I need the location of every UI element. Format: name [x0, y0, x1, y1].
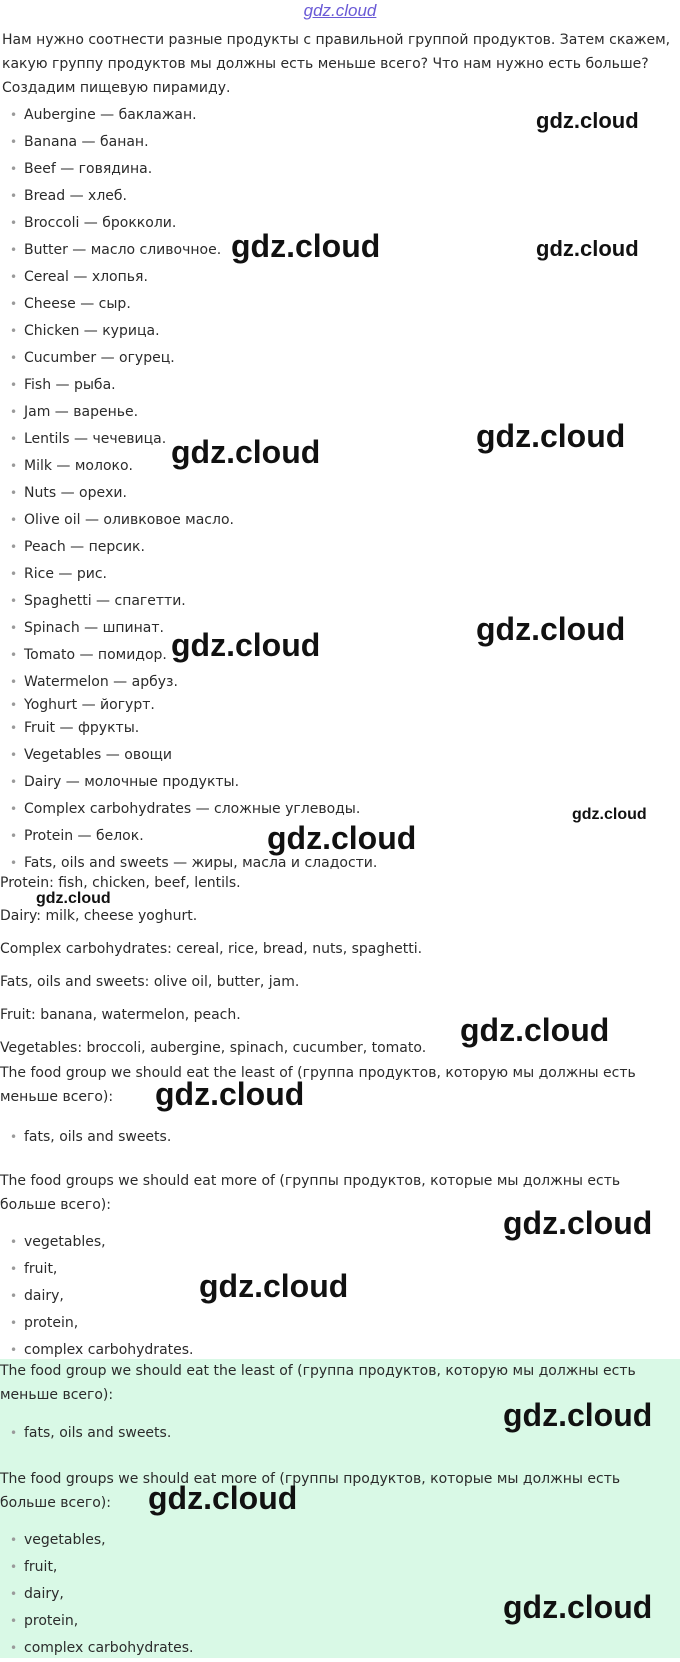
list-item: • Milk — молоко.	[0, 453, 377, 480]
watermark: gdz.cloud	[460, 1012, 610, 1048]
group-fats: Fats, oils and sweets: olive oil, butter, jam.	[0, 974, 300, 990]
list-item: • Spinach — шпинат.	[0, 615, 377, 642]
watermark: gdz.cloud	[267, 820, 417, 856]
watermark: gdz.cloud	[231, 228, 381, 264]
watermark: gdz.cloud	[503, 1205, 653, 1241]
list-item: • Spaghetti — спагетти.	[0, 588, 377, 615]
site-logo[interactable]: gdz.cloud	[303, 1, 377, 20]
watermark: gdz.cloud	[476, 611, 626, 647]
highlight-least-heading: The food group we should eat the least of (группа продуктов, которую мы должны есть меньше всего):	[0, 1363, 636, 1403]
watermark: gdz.cloud	[503, 1589, 653, 1625]
list-item: • fruit,	[0, 1256, 194, 1283]
list-item: • Aubergine — баклажан.	[0, 102, 377, 129]
group-carbohydrates: Complex carbohydrates: cereal, rice, bread, nuts, spaghetti.	[0, 941, 423, 957]
answer-least-heading: The food group we should eat the least of (группа продуктов, которую мы должны есть меньше всего):	[0, 1065, 636, 1105]
list-item: • Cheese — сыр.	[0, 291, 377, 318]
list-item: • Banana — банан.	[0, 129, 377, 156]
list-item: • fats, oils and sweets.	[0, 1420, 171, 1447]
watermark: gdz.cloud	[148, 1480, 298, 1516]
group-protein: Protein: fish, chicken, beef, lentils.	[0, 875, 241, 891]
watermark: gdz.cloud	[476, 418, 626, 454]
list-item: • fruit,	[0, 1554, 194, 1581]
group-dairy: Dairy: milk, cheese yoghurt.	[0, 908, 198, 924]
watermark: gdz.cloud	[536, 236, 639, 261]
highlight-more-heading: The food groups we should eat more of (группы продуктов, которые мы должны есть больше всего):	[0, 1471, 621, 1511]
list-item: • Watermelon — арбуз.	[0, 669, 377, 696]
list-item: • Fats, oils and sweets — жиры, масла и сладости.	[0, 850, 377, 877]
highlight-least-list	[0, 1420, 171, 1447]
list-item: • complex carbohydrates.	[0, 1337, 194, 1364]
answer-least-list	[0, 1124, 171, 1151]
list-item: • Butter — масло сливочное.	[0, 237, 377, 264]
list-item: • protein,	[0, 1608, 194, 1635]
list-item: • Olive oil — оливковое масло.	[0, 507, 377, 534]
list-item: • Nuts — орехи.	[0, 480, 377, 507]
watermark: gdz.cloud	[36, 890, 111, 907]
answer-more-list	[0, 1229, 194, 1364]
watermark: gdz.cloud	[199, 1268, 349, 1304]
answer-more-heading: The food groups we should eat more of (группы продуктов, которые мы должны есть больше всего):	[0, 1173, 621, 1213]
list-item: • Tomato — помидор.	[0, 642, 377, 669]
list-item: • Beef — говядина.	[0, 156, 377, 183]
list-item: • Peach — персик.	[0, 534, 377, 561]
list-item: • Vegetables — овощи	[0, 742, 377, 769]
list-item: • Lentils — чечевица.	[0, 426, 377, 453]
list-item: • Cereal — хлопья.	[0, 264, 377, 291]
list-item: • dairy,	[0, 1581, 194, 1608]
watermark: gdz.cloud	[155, 1076, 305, 1112]
watermark: gdz.cloud	[171, 434, 321, 470]
list-item: • fats, oils and sweets.	[0, 1124, 171, 1151]
list-item: • vegetables,	[0, 1229, 194, 1256]
list-item: • Protein — белок.	[0, 823, 377, 850]
watermark: gdz.cloud	[503, 1397, 653, 1433]
list-item: • Complex carbohydrates — сложные углеводы.	[0, 796, 377, 823]
list-item: • Rice — рис.	[0, 561, 377, 588]
list-item: • Dairy — молочные продукты.	[0, 769, 377, 796]
group-vegetables: Vegetables: broccoli, aubergine, spinach, cucumber, tomato.	[0, 1040, 427, 1056]
list-item: • Fruit — фрукты.	[0, 715, 377, 742]
list-item: • dairy,	[0, 1283, 194, 1310]
list-item: • Cucumber — огурец.	[0, 345, 377, 372]
highlight-more-list	[0, 1527, 194, 1662]
vocabulary-list	[0, 102, 377, 877]
group-fruit: Fruit: banana, watermelon, peach.	[0, 1007, 241, 1023]
list-item: • Fish — рыба.	[0, 372, 377, 399]
watermark: gdz.cloud	[171, 627, 321, 663]
list-item: • Chicken — курица.	[0, 318, 377, 345]
list-item: • Bread — хлеб.	[0, 183, 377, 210]
list-item: • Jam — варенье.	[0, 399, 377, 426]
list-item: • Broccoli — брокколи.	[0, 210, 377, 237]
watermark: gdz.cloud	[572, 806, 647, 823]
list-item: • Yoghurt — йогурт.	[0, 696, 377, 715]
watermark: gdz.cloud	[536, 108, 639, 133]
list-item: • vegetables,	[0, 1527, 194, 1554]
list-item: • complex carbohydrates.	[0, 1635, 194, 1662]
task-intro: Нам нужно соотнести разные продукты с правильной группой продуктов. Затем скажем, какую группу продуктов мы должны есть меньше всего? Что нам нужно есть больше? Создадим пищевую пирамиду.	[2, 32, 671, 96]
list-item: • protein,	[0, 1310, 194, 1337]
